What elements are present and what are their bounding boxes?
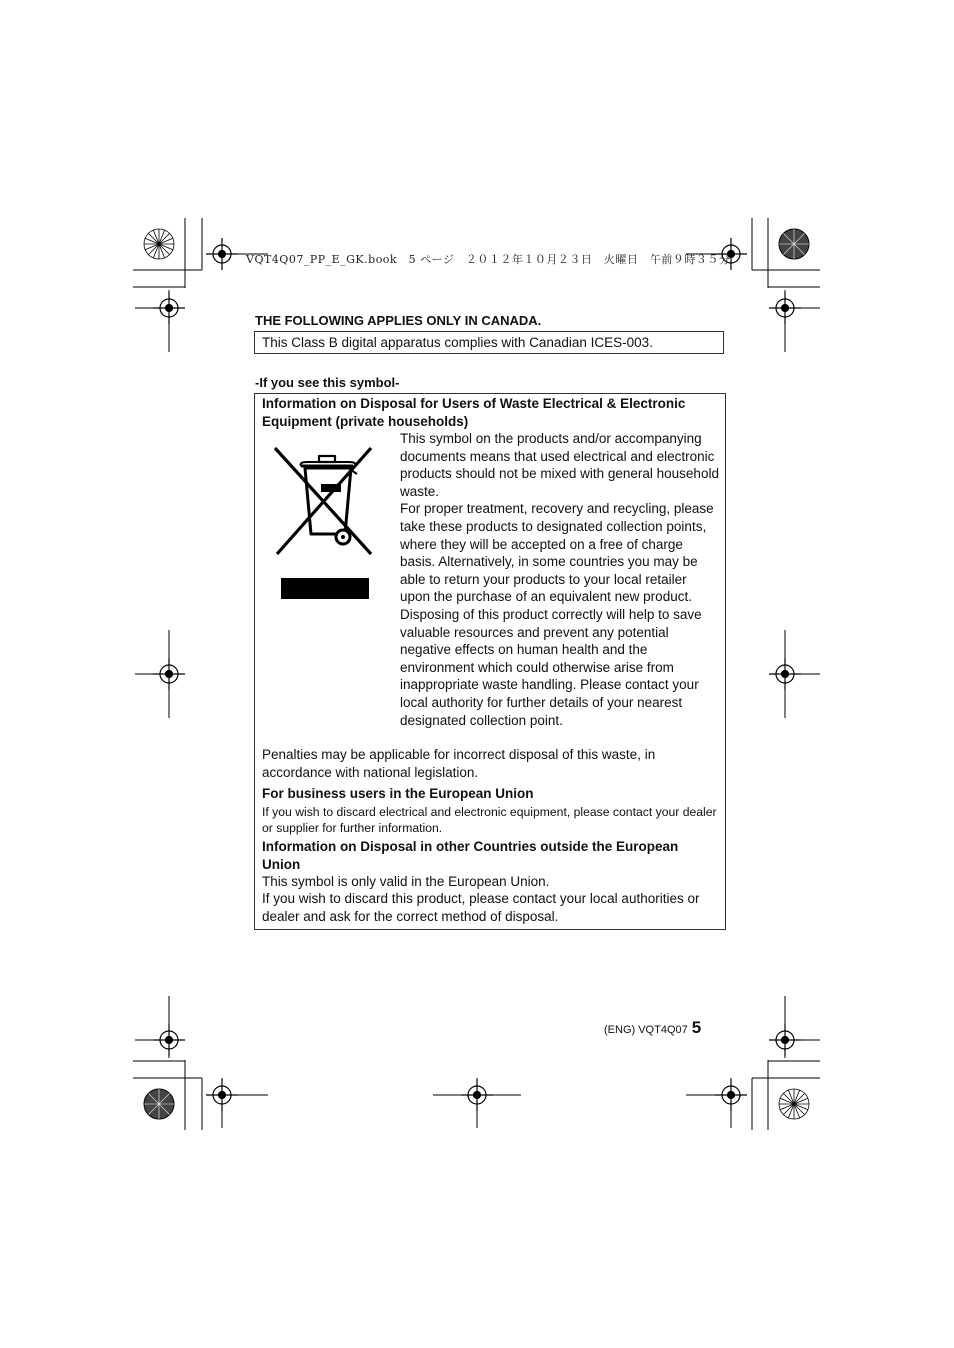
weee-explanation	[400, 430, 720, 729]
penalties-text: Penalties may be applicable for incorrect disposal of this waste, in accordance with national legislation.	[262, 747, 656, 780]
disposal-info-box	[254, 393, 726, 930]
business-users-text: If you wish to discard electrical and electronic equipment, please contact your dealer or supplier for further information.	[262, 805, 717, 835]
weee-paragraph: This symbol on the products and/or accompanying documents means that used electrical and electronic products should not be mixed with general household waste.	[400, 431, 719, 499]
page-number: 5	[691, 1018, 702, 1037]
document-code: (ENG) VQT4Q07	[604, 1024, 688, 1036]
disposal-box-title: Information on Disposal for Users of Waste Electrical & Electronic Equipment (private households)	[262, 396, 686, 429]
canada-heading: THE FOLLOWING APPLIES ONLY IN CANADA.	[255, 313, 542, 328]
other-countries-text-2: If you wish to discard this product, please contact your local authorities or dealer and ask for the correct method of disposal.	[262, 891, 700, 924]
crossed-out-wheeled-bin-icon	[271, 442, 383, 602]
canada-statement-box	[254, 331, 724, 354]
symbol-heading: -If you see this symbol-	[255, 375, 400, 390]
business-users-heading: For business users in the European Union	[262, 786, 534, 801]
other-countries-heading: Information on Disposal in other Countries outside the European Union	[262, 839, 679, 872]
canada-statement: This Class B digital apparatus complies with Canadian ICES-003.	[262, 335, 653, 350]
weee-paragraph: For proper treatment, recovery and recycling, please take these products to designated collection points, where they will be accepted on a free of charge basis. Alternatively, in some countries you may be able to return your products to your local retailer upon the purchase of an equivalent new product.	[400, 501, 714, 605]
weee-paragraph: Disposing of this product correctly will help to save valuable resources and prevent any potential negative effects on human health and the environment which could otherwise arise from inappropriate waste handling. Please contact your local authority for further details of your nearest designated collection point.	[400, 606, 702, 728]
print-file-info: VQT4Q07_PP_E_GK.book 5 ページ ２０１２年１０月２３日 火曜日 午前９時３５分	[246, 253, 731, 266]
page-footer	[604, 1018, 701, 1038]
other-countries-text-1: This symbol is only valid in the European Union.	[262, 874, 550, 889]
